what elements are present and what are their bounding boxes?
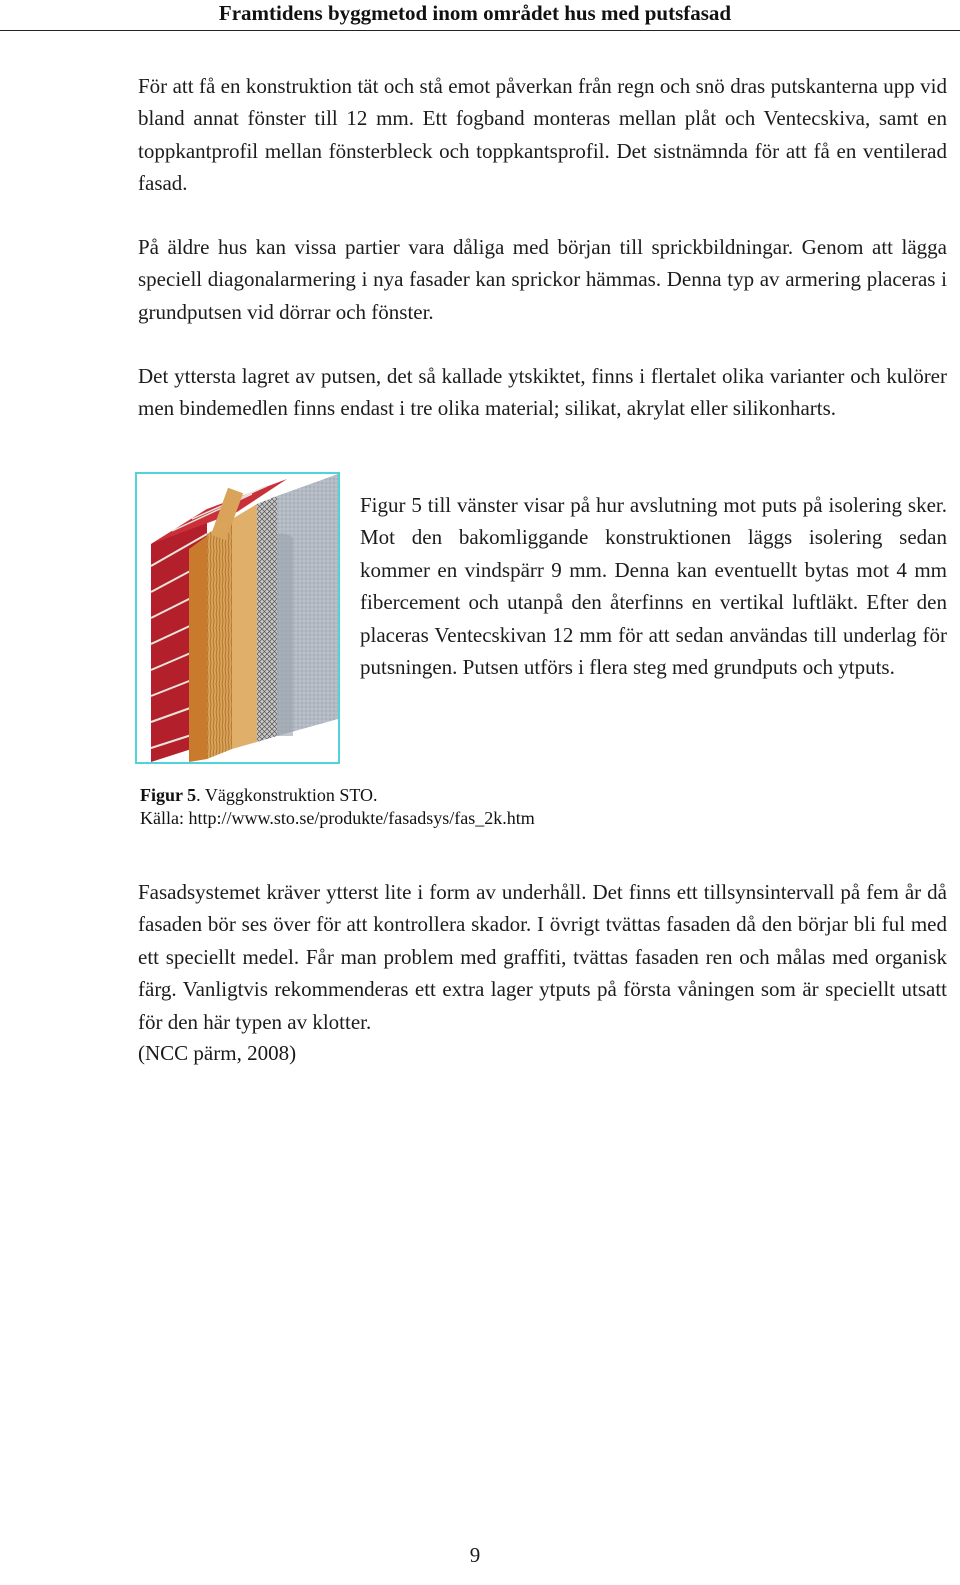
wall-layers-illustration xyxy=(137,474,338,762)
wall-construction-figure xyxy=(135,472,340,764)
caption-source: Källa: http://www.sto.se/produkte/fasadsys/fas_2k.htm xyxy=(140,808,535,828)
page-header xyxy=(0,0,960,31)
header-title: Framtidens byggmetod inom området hus med putsfasad xyxy=(218,1,732,25)
page-number: 9 xyxy=(469,1543,481,1567)
caption-text: . Väggkonstruktion STO. xyxy=(196,785,378,805)
plaster-layer xyxy=(277,474,338,736)
paragraph-3: Det yttersta lagret av putsen, det så kallade ytskiktet, finns i flertalet olika varianter och kulörer men bindemedlen finns endast i tre olika material; silikat, akrylat eller silikonharts. xyxy=(138,364,947,421)
reference: (NCC pärm, 2008) xyxy=(138,1041,297,1065)
figure-description: Figur 5 till vänster visar på hur avslutning mot puts på isolering sker. Mot den bakomliggande konstruktionen läggs isolering sedan kommer en vindspärr 9 mm. Denna kan eventuellt bytas mot 4 mm fibercement och utanpå den återfinns en vertikal luftläkt. Efter den placeras Ventecskivan 12 mm för att sedan användas till underlag för putsningen. Putsen utförs i flera steg med grundputs och ytputs. xyxy=(360,493,947,680)
mesh-layer xyxy=(257,496,277,742)
figure-caption xyxy=(140,784,535,830)
paragraph-2: På äldre hus kan vissa partier vara dåliga med början till sprickbildningar. Genom att lägga speciell diagonalarmering i nya fasader kan sprickor hämmas. Denna typ av armering placeras i grundputsen vid dörrar och fönster. xyxy=(138,235,947,324)
caption-label: Figur 5 xyxy=(140,785,197,805)
paragraph-1: För att få en konstruktion tät och stå emot påverkan från regn och snö dras putskanterna upp vid bland annat fönster till 12 mm. Ett fogband monteras mellan plåt och Ventecskiva, samt en toppkantprofil mellan fönsterbleck och toppkantsprofil. Det sistnämnda för att få en ventilerad fasad. xyxy=(138,74,947,196)
paragraph-4: Fasadsystemet kräver ytterst lite i form av underhåll. Det finns ett tillsynsintervall på fem år då fasaden bör ses över för att kontrollera skador. I övrigt tvättas fasaden då den börjar bli ful med ett speciellt medel. Får man problem med graffiti, tvättas fasaden ren och målas med organisk färg. Vanligtvis rekommenderas ett extra lager ytputs på första våningen som är speciellt utsatt för den här typen av klotter. xyxy=(138,880,947,1034)
